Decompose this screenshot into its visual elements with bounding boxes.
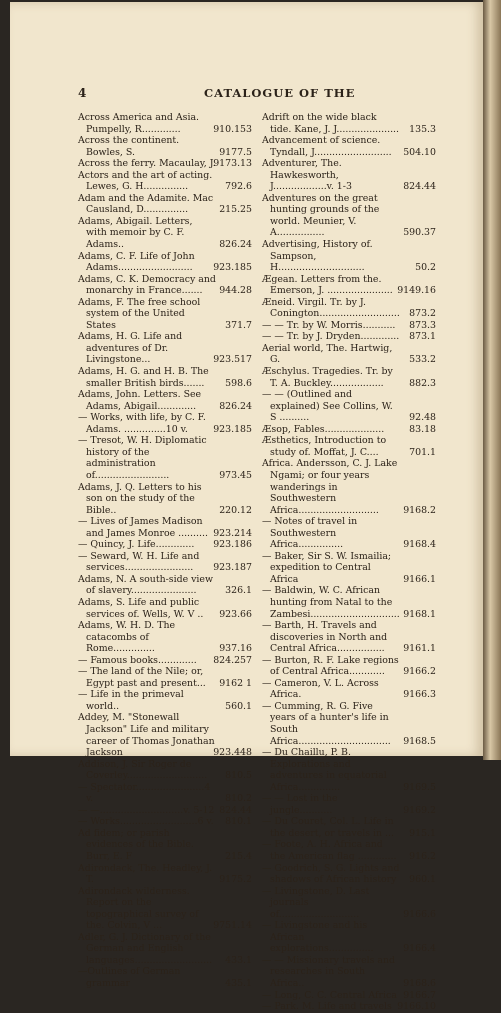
entry-text: — Life in the primeval world.. — [78, 689, 184, 712]
catalogue-entry — [262, 585, 436, 620]
entry-call-number: 560.1 — [225, 700, 252, 712]
entry-text: Ægean. Letters from the. Emerson, J. ...................... — [262, 273, 393, 297]
entry-text: — Long, C. C. Central Africa — [262, 989, 397, 1001]
entry-call-number: 9166.3 — [403, 689, 436, 701]
catalogue-entry — [78, 274, 252, 297]
catalogue-entry — [262, 886, 436, 921]
entry-call-number: 135.3 — [409, 123, 436, 135]
catalogue-entry — [262, 955, 436, 990]
entry-text: — Famous books............. — [78, 654, 197, 666]
entry-call-number: 873.1 — [409, 331, 436, 343]
catalogue-entry — [78, 366, 252, 389]
entry-call-number: 916.2 — [409, 851, 436, 862]
entry-call-number: 435.1 — [225, 978, 252, 990]
entry-text: — Livingstone and his African explorations............... — [262, 920, 374, 955]
catalogue-entry — [262, 343, 436, 366]
entry-call-number: 824.44 — [403, 181, 436, 193]
entry-call-number: 9751.14 — [213, 920, 252, 932]
catalogue-entry — [262, 435, 436, 458]
catalogue-entry — [78, 389, 252, 412]
catalogue-entry — [262, 620, 436, 655]
entry-text: Æneid. Virgil. Tr. by J. Conington........................... — [262, 296, 400, 320]
entry-call-number: 960.1 — [409, 874, 436, 886]
catalogue-entry — [262, 389, 436, 424]
entry-text: — Works, with life, by C. F. Adams. ..............10 v. — [78, 412, 206, 435]
catalogue-entry — [262, 135, 436, 158]
catalogue-entry — [262, 793, 436, 816]
entry-call-number: 810.2 — [225, 793, 252, 805]
entry-call-number: 9162 1 — [219, 677, 252, 689]
catalogue-entry — [262, 297, 436, 320]
entry-text: Adams, W. H. D. The catacombs of Rome.............. — [78, 620, 176, 655]
entry-text: — Spectator.......................4 v. — [78, 781, 211, 805]
entry-call-number: 590.37 — [403, 227, 436, 239]
catalogue-entry — [262, 366, 436, 389]
catalogue-left-column — [78, 112, 252, 990]
entry-call-number: 371.7 — [225, 319, 252, 331]
entry-call-number: 215.4 — [225, 851, 252, 862]
catalogue-entry — [78, 863, 252, 886]
catalogue-entry — [262, 816, 436, 839]
catalogue-entry — [78, 712, 252, 758]
catalogue-entry — [78, 574, 252, 597]
entry-text: Adams, Abigail. Letters, with memoir by C. F. Adams.. — [78, 215, 193, 251]
catalogue-entry — [262, 701, 436, 747]
entry-text: Adams, John. Letters. See Adams, Abigail............. — [78, 389, 202, 412]
entry-text: — Cumming, R. G. Five years of a hunter's life in South Africa............................... — [262, 700, 391, 747]
catalogue-entry — [262, 863, 436, 886]
catalogue-entry — [78, 932, 252, 967]
catalogue-entry — [262, 239, 436, 274]
entry-call-number: 915.1 — [409, 827, 436, 839]
catalogue-entry — [262, 747, 436, 793]
entry-text: — Du Couret, Col. L. Life in the desert, or travels in ... — [262, 816, 394, 839]
entry-text: — — Tr. by J. Dryden............. — [262, 331, 400, 343]
entry-call-number: 9166.6 — [403, 908, 436, 920]
entry-call-number: 9166.10 — [397, 1001, 436, 1013]
catalogue-entry — [78, 666, 252, 689]
entry-call-number: 9166.4 — [403, 943, 436, 955]
catalogue-entry — [78, 216, 252, 251]
entry-text: Adirondack, The. Headley, J. T. — [78, 862, 213, 886]
entry-call-number: 810.1 — [225, 816, 252, 828]
catalogue-entry — [262, 678, 436, 701]
entry-call-number: 792.6 — [225, 181, 252, 193]
catalogue-entry — [78, 516, 252, 539]
entry-text: Adams, F. The free school system of the United States — [78, 296, 201, 331]
entry-text: — Works..........................6 v. — [78, 816, 214, 828]
entry-call-number: 92.48 — [409, 412, 436, 424]
entry-call-number: 882.3 — [409, 377, 436, 389]
entry-text: Adventurer, The. Hawkesworth, J..................v. 1-3 — [262, 158, 352, 193]
catalogue-entry — [78, 112, 252, 135]
entry-text: Adams, H. G. and H. B. The smaller British birds....... — [78, 366, 209, 389]
entry-call-number: 9168.1 — [403, 608, 436, 620]
entry-text: Aerial world, The. Hartwig, G. — [262, 342, 393, 366]
entry-text: Adams, S. Life and public services of. Wells, W. V .. — [78, 596, 204, 620]
catalogue-entry — [262, 655, 436, 678]
entry-text: — — Tr. by W. Morris........... — [262, 319, 396, 331]
entry-call-number: 923.185 — [213, 423, 252, 435]
catalogue-entry — [78, 828, 252, 863]
entry-call-number: 433.1 — [225, 954, 252, 966]
entry-text: — Du Chaillu, P. B. Explorations and adventures in equatorial Africa.............. — [262, 747, 387, 793]
entry-text: Advancement of science. Tyndall, J.......................... — [262, 135, 392, 158]
entry-text: — Tresot, W. H. Diplomatic history of the administration of......................... — [78, 435, 207, 481]
entry-call-number: 533.2 — [409, 354, 436, 366]
entry-text: — — Lost in the jungle........... — [262, 793, 338, 816]
entry-call-number: 826.24 — [219, 400, 252, 412]
entry-text: Africa. Andersson, C. J. Lake Ngami; or four years wanderings in Southwestern Africa........................... — [262, 458, 398, 516]
entry-call-number: 598.6 — [225, 377, 252, 389]
entry-call-number: 9169.2 — [403, 804, 436, 816]
catalogue-entry — [78, 655, 252, 667]
entry-text: — The land of the Nile; or, Egypt past and present... — [78, 666, 206, 689]
entry-call-number: 9149.16 — [397, 285, 436, 297]
entry-text: Adrift on the wide black tide. Kane, J. J..................... — [262, 112, 400, 135]
catalogue-entry — [78, 689, 252, 712]
entry-text: — Barth, H. Travels and discoveries in North and Central Africa................ — [262, 620, 388, 655]
catalogue-entry — [78, 331, 252, 366]
entry-call-number: 504.10 — [403, 146, 436, 158]
catalogue-entry — [78, 759, 252, 782]
entry-call-number: 9166.1 — [403, 573, 436, 585]
entry-text: Æsthetics, Introduction to study of. Moffat, J. C.... — [262, 435, 387, 458]
entry-text: — Notes of travel in Southwestern Africa............... — [262, 516, 358, 551]
catalogue-entry — [262, 839, 436, 862]
entry-text: Adams, C. F. Life of John Adams......................... — [78, 250, 195, 274]
catalogue-entry — [78, 158, 252, 170]
catalogue-entry — [262, 920, 436, 955]
entry-call-number: 873.2 — [409, 308, 436, 320]
entry-text: Æsop, Fables.................... — [262, 423, 385, 435]
entry-call-number: 923.187 — [213, 562, 252, 574]
entry-text: Adams, H. G. Life and adventures of Dr. Livingstone... — [78, 331, 183, 366]
entry-text: Adams, N. A south-side view of slavery...................... — [78, 573, 214, 597]
entry-call-number: 873.3 — [409, 319, 436, 331]
entry-call-number: 937.16 — [219, 643, 252, 655]
entry-call-number: 810.5 — [225, 770, 252, 782]
entry-text: Actors and the art of acting. Lewes, G. H............... — [78, 169, 213, 193]
catalogue-entry — [78, 251, 252, 274]
catalogue-entry — [262, 158, 436, 193]
entry-text: — — (Outlined and explained) See Collins, W. S .......... — [262, 389, 393, 424]
entry-call-number: 923.214 — [213, 527, 252, 539]
catalogue-entry — [262, 274, 436, 297]
entry-text: — Seward, W. H. Life and services....................... — [78, 550, 200, 574]
catalogue-entry — [262, 458, 436, 516]
catalogue-entry — [78, 135, 252, 158]
catalogue-entry — [262, 551, 436, 586]
entry-text: Advertising, History of. Sampson, H............................. — [262, 239, 373, 274]
catalogue-entry — [262, 112, 436, 135]
catalogue-entry — [78, 816, 252, 828]
entry-text: — — Missionary travels and researches in South Africa.. — [262, 954, 396, 990]
entry-call-number: 9177.5 — [219, 146, 252, 158]
catalogue-right-column — [262, 112, 436, 1013]
catalogue-entry — [78, 193, 252, 216]
entry-call-number: 9168.2 — [403, 504, 436, 516]
entry-call-number: 215.25 — [219, 204, 252, 216]
page-title: CATALOGUE OF THE — [204, 86, 356, 100]
catalogue-entry — [78, 482, 252, 517]
entry-text: — Baker, Sir S. W. Ismailia; expedition to Central Africa — [262, 550, 392, 585]
entry-text: — Park. M. Life and travels — [262, 1001, 392, 1013]
entry-text: — Lives of James Madison and James Monroe .......... — [78, 516, 208, 539]
entry-call-number: 701.1 — [409, 446, 436, 458]
catalogue-entry — [262, 516, 436, 551]
entry-call-number: 826.24 — [219, 239, 252, 251]
entry-call-number: 944.28 — [219, 285, 252, 297]
page-number: 4 — [78, 86, 87, 100]
entry-call-number: 50.2 — [415, 262, 436, 274]
entry-call-number: 9173.13 — [213, 158, 252, 170]
entry-call-number: 9166.7 — [403, 989, 436, 1001]
entry-call-number: 9166.2 — [403, 666, 436, 678]
catalogue-entry — [78, 539, 252, 551]
entry-call-number: 923.185 — [213, 262, 252, 274]
entry-call-number: 326.1 — [225, 585, 252, 597]
entry-text: Addison, J. Sir Roger de Coverley........................... — [78, 758, 208, 782]
entry-call-number: 923.517 — [213, 354, 252, 366]
catalogue-entry — [78, 597, 252, 620]
entry-text: — Baldwin, W. C. African hunting from Natal to the Zambesi.............................. — [262, 585, 400, 620]
catalogue-entry — [78, 805, 252, 817]
catalogue-entry — [78, 412, 252, 435]
entry-text: — Burton, R. F. Lake regions of Central Africa............ — [262, 654, 399, 678]
catalogue-entry — [78, 170, 252, 193]
entry-call-number: 910.153 — [213, 123, 252, 135]
entry-text: Adams, C. K. Democracy and monarchy in France....... — [78, 273, 216, 297]
entry-text: — Quincy, J. Life............. — [78, 539, 195, 551]
catalogue-entry — [262, 331, 436, 343]
entry-text: Adler, G. J. Dictionary of the German and English languages.......................... — [78, 931, 213, 966]
entry-call-number: 9168.6 — [403, 978, 436, 990]
entry-text: Æschylus. Tragedies. Tr. by T. A. Buckley.................. — [262, 366, 393, 389]
catalogue-entry — [78, 620, 252, 655]
entry-text: Adirondack wilderness. Report on the topographical survey of the. Colvin, V ... — [78, 885, 199, 932]
entry-text: —Outlines of German grammar — [78, 966, 181, 990]
entry-text: — Goodrich, S. G. Lights and shadows of African history — [262, 862, 400, 886]
entry-text: Across the ferry. Macaulay, J. — [78, 158, 216, 170]
entry-call-number: 83.18 — [409, 423, 436, 435]
catalogue-entry — [78, 297, 252, 332]
catalogue-entry — [78, 551, 252, 574]
entry-text: Ad fidem; or parish evidences of the Bible. Burr, E. F — [78, 827, 194, 862]
catalogue-entry — [262, 320, 436, 332]
entry-call-number: 9161.1 — [403, 643, 436, 655]
entry-text: Adventures on the great hunting grounds of the world. Meunier, V. A................ — [262, 192, 380, 239]
entry-text: Across America and Asia. Pumpelly, R............. — [78, 112, 200, 135]
entry-text: — Foote, A. H. Africa and the American flag ............. — [262, 839, 397, 862]
entry-call-number: 824.257 — [213, 654, 252, 666]
entry-call-number: 9169.5 — [403, 781, 436, 793]
catalogue-entry — [78, 886, 252, 932]
entry-call-number: 9168.5 — [403, 735, 436, 747]
entry-call-number: 824.44 — [219, 804, 252, 816]
entry-text: Across the continent. Bowles, S. — [78, 135, 180, 158]
entry-call-number: 973.45 — [219, 469, 252, 481]
entry-call-number: 923.186 — [213, 539, 252, 551]
entry-text: — Cameron, V. L. Across Africa. — [262, 677, 379, 701]
entry-text: — —............................v. 5-12 — [78, 804, 215, 816]
catalogue-entry — [78, 966, 252, 989]
entry-text: Adams, J. Q. Letters to his son on the study of the Bible.. — [78, 481, 202, 516]
entry-text: Adam and the Adamite. Mac Causland, D............... — [78, 192, 214, 216]
page-header — [78, 86, 434, 104]
entry-call-number: 220.12 — [219, 504, 252, 516]
catalogue-entry — [262, 1001, 436, 1013]
catalogue-entry — [78, 435, 252, 481]
entry-call-number: 923.66 — [219, 608, 252, 620]
catalogue-entry — [262, 990, 436, 1002]
book-spine-edge — [483, 0, 501, 760]
catalogue-entry — [262, 193, 436, 239]
entry-text: — Livingstone, D. Last journals of........................... — [262, 885, 370, 920]
catalogue-entry — [78, 782, 252, 805]
entry-text: Addey, M. "Stonewall Jackson" Life and military career of Thomas Jonathan Jackson — [78, 712, 215, 759]
entry-call-number: 923.448 — [213, 747, 252, 759]
entry-call-number: 9168.4 — [403, 539, 436, 551]
catalogue-entry — [262, 424, 436, 436]
entry-call-number: 9175.2 — [219, 874, 252, 886]
